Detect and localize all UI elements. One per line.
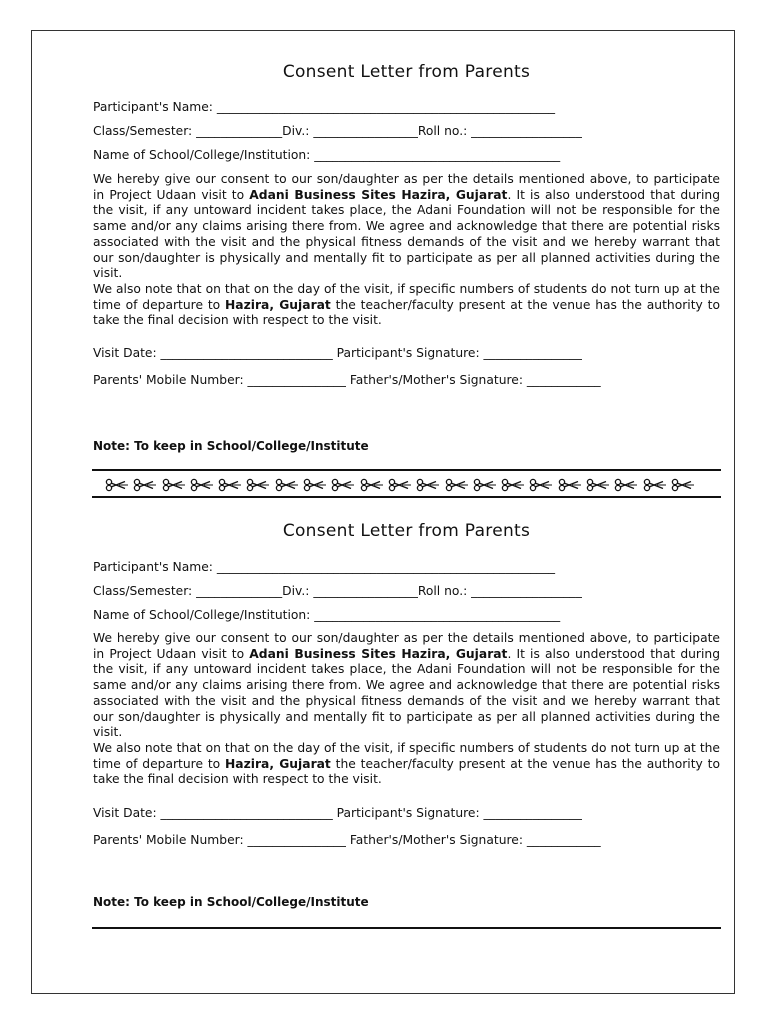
note-text: Note: To keep in School/College/Institute [93,439,369,453]
scissors-icon [218,478,242,492]
scissors-icon [473,478,497,492]
participant-name-field[interactable]: Participant's Name: _______________________________________________________ [93,100,556,114]
participant-name-field[interactable]: Participant's Name: _______________________________________________________ [93,560,556,574]
scissors-icon [105,478,129,492]
form-title: Consent Letter from Parents [282,521,531,541]
scissors-icon [586,478,610,492]
scissors-icon [558,478,582,492]
scissors-icon [501,478,525,492]
scissors-icon [331,478,355,492]
scissors-icon [275,478,299,492]
mobile-signature-field[interactable]: Parents' Mobile Number: ________________ Father's/Mother's Signature: ____________ [93,833,601,847]
scissors-icon [190,478,214,492]
scissors-icon [360,478,384,492]
cut-here-row [105,476,695,494]
scissors-icon [614,478,638,492]
scissors-icon [416,478,440,492]
visit-date-signature-field[interactable]: Visit Date: ____________________________ Participant's Signature: ________________ [93,346,582,360]
bottom-rule [92,927,721,929]
scissors-icon [671,478,695,492]
scissors-icon [529,478,553,492]
scissors-icon [643,478,667,492]
scissors-icon [246,478,270,492]
consent-paragraph: We hereby give our consent to our son/daughter as per the details mentioned above, to participate in Project Udaan visit to Adani Business Sites Hazira, Gujarat. It is also understood that during the visit, if any untoward incident takes place, the Adani Foundation will not be responsible for the same and/or any claims arising there from. We agree and acknowledge that there are potential risks associated with the visit and the physical fitness demands of the visit and we hereby warrant that our son/daughter is physically and mentally fit to participate as per all planned activities during the visit. We also note that on that on the day of the visit, if specific numbers of students do not turn up at the time of departure to Hazira, Gujarat the teacher/faculty present at the venue has the authority to take the final decision with respect to the visit. [93,172,720,328]
scissors-icon [388,478,412,492]
visit-date-signature-field[interactable]: Visit Date: ____________________________ Participant's Signature: ________________ [93,806,582,820]
mobile-signature-field[interactable]: Parents' Mobile Number: ________________ Father's/Mother's Signature: ____________ [93,373,601,387]
form-title: Consent Letter from Parents [282,62,531,82]
school-name-field[interactable]: Name of School/College/Institution: ________________________________________ [93,608,561,622]
scissors-icon [162,478,186,492]
cut-line-bottom-rule [92,496,721,498]
scissors-icon [303,478,327,492]
scissors-icon [133,478,157,492]
class-div-roll-field[interactable]: Class/Semester: ______________Div.: _________________Roll no.: __________________ [93,584,582,598]
note-text: Note: To keep in School/College/Institute [93,895,369,909]
school-name-field[interactable]: Name of School/College/Institution: ________________________________________ [93,148,561,162]
cut-line-top-rule [92,469,721,471]
class-div-roll-field[interactable]: Class/Semester: ______________Div.: _________________Roll no.: __________________ [93,124,582,138]
scissors-icon [445,478,469,492]
consent-paragraph: We hereby give our consent to our son/daughter as per the details mentioned above, to participate in Project Udaan visit to Adani Business Sites Hazira, Gujarat. It is also understood that during the visit, if any untoward incident takes place, the Adani Foundation will not be responsible for the same and/or any claims arising there from. We agree and acknowledge that there are potential risks associated with the visit and the physical fitness demands of the visit and we hereby warrant that our son/daughter is physically and mentally fit to participate as per all planned activities during the visit. We also note that on that on the day of the visit, if specific numbers of students do not turn up at the time of departure to Hazira, Gujarat the teacher/faculty present at the venue has the authority to take the final decision with respect to the visit. [93,631,720,787]
